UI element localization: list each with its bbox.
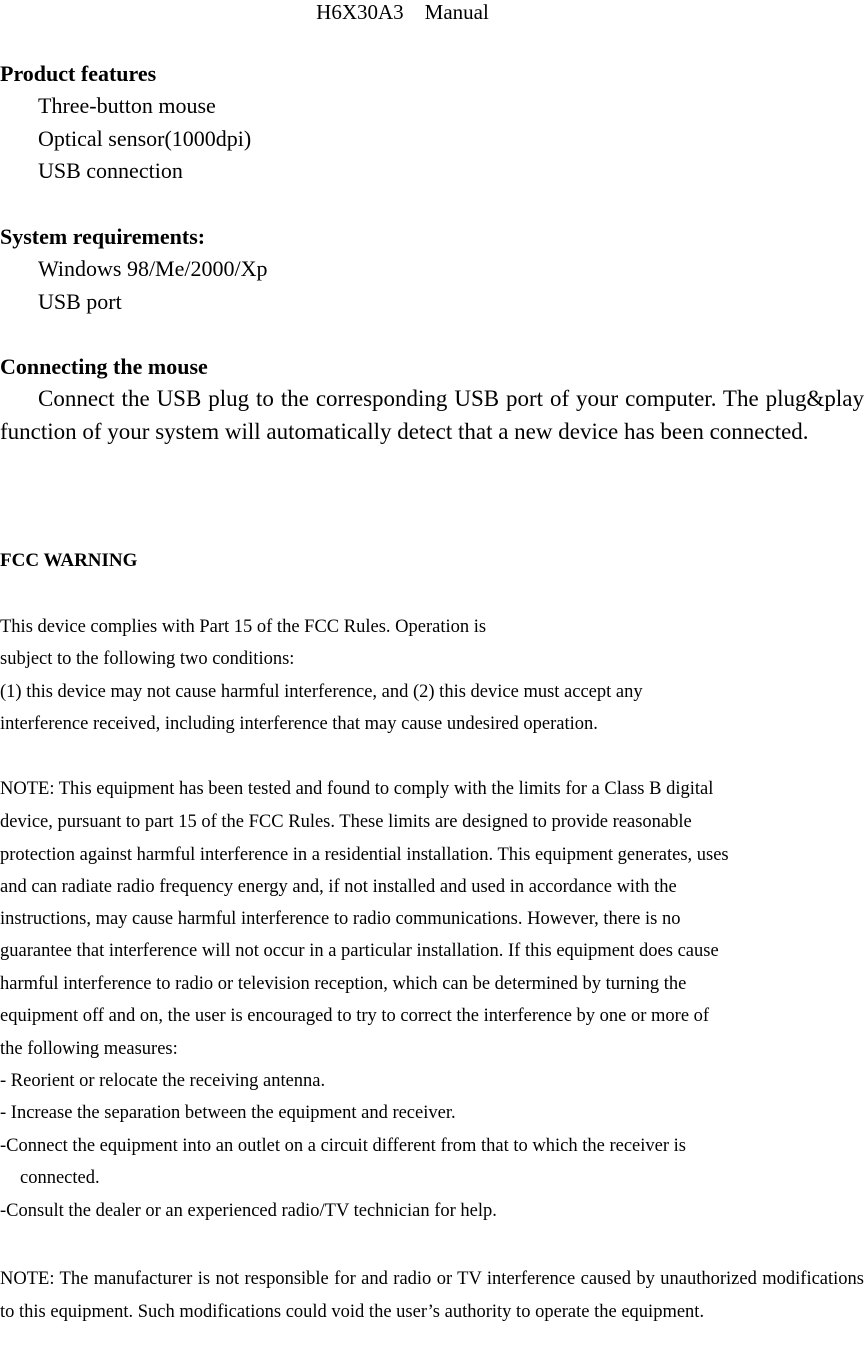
measure-item: -Connect the equipment into an outlet on a circuit different from that to which the receiver is xyxy=(0,1136,686,1156)
measure-item: -Consult the dealer or an experienced radio/TV technician for help. xyxy=(0,1201,497,1221)
note-line: the following measures: xyxy=(0,1039,178,1059)
feature-item: Three-button mouse xyxy=(38,93,216,118)
note-line: guarantee that interference will not occur in a particular installation. If this equipment does cause xyxy=(0,941,719,961)
manufacturer-note: NOTE: The manufacturer is not responsible for and radio or TV interference caused by unauthorized modifications to this equipment. Such modifications could void the user’s authority to operate the equipment. xyxy=(0,1269,864,1322)
feature-item: USB connection xyxy=(38,158,183,183)
system-requirements-heading: System requirements: xyxy=(0,224,206,249)
compliance-line: subject to the following two conditions: xyxy=(0,649,295,669)
note-line: device, pursuant to part 15 of the FCC Rules. These limits are designed to provide reasonable xyxy=(0,812,692,832)
requirement-item: USB port xyxy=(38,289,122,314)
product-features-heading: Product features xyxy=(0,61,157,86)
measure-item: - Reorient or relocate the receiving antenna. xyxy=(0,1071,326,1091)
requirement-item: Windows 98/Me/2000/Xp xyxy=(38,256,268,281)
note-line: and can radiate radio frequency energy and, if not installed and used in accordance with the xyxy=(0,877,677,897)
compliance-line: This device complies with Part 15 of the FCC Rules. Operation is xyxy=(0,617,487,637)
measure-item-continued: connected. xyxy=(20,1168,100,1188)
note-line: protection against harmful interference in a residential installation. This equipment generates, uses xyxy=(0,845,729,865)
note-line: instructions, may cause harmful interference to radio communications. However, there is no xyxy=(0,909,681,929)
note-line: harmful interference to radio or television reception, which can be determined by turning the xyxy=(0,974,687,994)
compliance-line: (1) this device may not cause harmful interference, and (2) this device must accept any xyxy=(0,682,643,702)
note-line: NOTE: This equipment has been tested and found to comply with the limits for a Class B digital xyxy=(0,779,714,799)
feature-item: Optical sensor(1000dpi) xyxy=(38,126,252,151)
fcc-warning-heading: FCC WARNING xyxy=(0,550,138,571)
connecting-heading: Connecting the mouse xyxy=(0,354,208,379)
page-title: H6X30A3 Manual xyxy=(316,0,489,24)
connecting-paragraph: Connect the USB plug to the corresponding USB port of your computer. The plug&play function of your system will automatically detect that a new device has been connected. xyxy=(0,386,864,444)
note-line: equipment off and on, the user is encouraged to try to correct the interference by one or more of xyxy=(0,1006,710,1026)
compliance-line: interference received, including interference that may cause undesired operation. xyxy=(0,714,598,734)
measure-item: - Increase the separation between the equipment and receiver. xyxy=(0,1103,456,1123)
